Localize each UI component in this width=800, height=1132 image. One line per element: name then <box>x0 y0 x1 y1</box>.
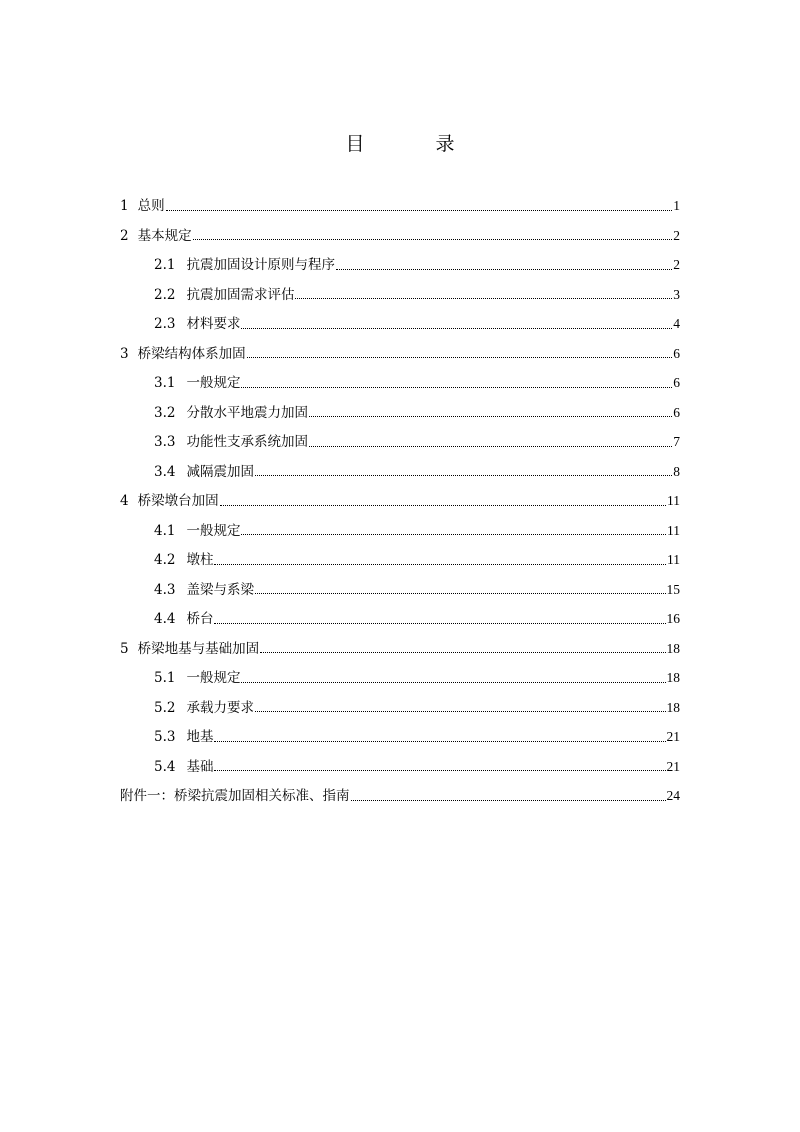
toc-entry-number: 3 <box>120 345 129 362</box>
toc-entry-title: 地基 <box>186 729 214 745</box>
dot-leader <box>220 494 666 508</box>
toc-entry-page: 8 <box>673 463 680 479</box>
dot-leader <box>193 228 673 242</box>
dot-leader <box>241 317 672 331</box>
toc-entry-page: 15 <box>666 581 680 597</box>
toc-entry-number: 5 <box>120 640 129 657</box>
toc-entry-number: 2.2 <box>154 286 176 303</box>
toc-entry[interactable] <box>120 722 680 752</box>
toc-entry-title: 基本规定 <box>137 227 192 244</box>
toc-entry-page: 11 <box>667 493 680 508</box>
toc-entry-number: 3.2 <box>154 404 176 421</box>
toc-entry-title: 一般规定 <box>186 670 241 686</box>
dot-leader <box>214 612 665 626</box>
toc-entry-title: 墩柱 <box>186 552 214 568</box>
dot-leader <box>260 641 665 655</box>
toc-entry-number: 5.1 <box>154 670 176 686</box>
toc-entry-number: 4.3 <box>154 581 176 598</box>
toc-entry-appendix[interactable] <box>120 781 680 811</box>
toc-entry-title: 分散水平地震力加固 <box>186 404 308 421</box>
toc-entry-number: 5.3 <box>154 729 176 745</box>
toc-entry-number: 2.3 <box>154 316 176 332</box>
toc-entry[interactable] <box>120 545 680 575</box>
toc-entry-page: 21 <box>666 758 680 774</box>
toc-entry-number: 5.4 <box>154 758 176 775</box>
toc-entry-page: 18 <box>666 640 680 656</box>
toc-entry[interactable] <box>120 663 680 693</box>
toc-entry[interactable] <box>120 280 680 310</box>
toc-entry[interactable] <box>120 693 680 723</box>
toc-entry[interactable] <box>120 368 680 398</box>
toc-entry[interactable] <box>120 427 680 457</box>
toc-entry[interactable] <box>120 752 680 782</box>
dot-leader <box>166 199 673 213</box>
toc-entry-title: 减隔震加固 <box>186 463 254 480</box>
toc-entry-title: 抗震加固设计原则与程序 <box>186 257 335 273</box>
toc-entry-title: 总则 <box>137 198 165 214</box>
dot-leader <box>247 346 673 360</box>
dot-leader <box>255 582 666 596</box>
dot-leader <box>309 435 672 449</box>
toc-entry-page: 16 <box>666 611 680 626</box>
dot-leader <box>295 287 672 301</box>
dot-leader <box>336 258 672 272</box>
toc-entry-title: 桥梁墩台加固 <box>137 493 219 509</box>
toc-entry-number: 3.3 <box>154 434 176 450</box>
toc-entry-title: 承载力要求 <box>186 699 254 716</box>
toc-entry-title: 桥台 <box>186 611 214 627</box>
toc-entry-page: 3 <box>673 286 680 302</box>
toc-list <box>120 191 680 811</box>
toc-entry-number: 3.1 <box>154 375 176 391</box>
dot-leader <box>309 405 672 419</box>
toc-entry-page: 1 <box>673 198 680 213</box>
toc-entry-number: 4 <box>120 493 129 509</box>
dot-leader <box>241 376 672 390</box>
toc-entry-title: 抗震加固需求评估 <box>186 286 295 303</box>
toc-entry-number: 2 <box>120 227 129 244</box>
toc-title: 目 录 <box>345 133 481 155</box>
toc-entry-page: 6 <box>673 404 680 420</box>
toc-entry-page: 24 <box>666 788 680 803</box>
toc-entry[interactable] <box>120 250 680 280</box>
toc-entry-number: 2.1 <box>154 257 176 273</box>
toc-entry-number: 4.4 <box>154 611 176 627</box>
toc-entry-page: 18 <box>666 699 680 715</box>
toc-entry[interactable] <box>120 339 680 369</box>
toc-entry-page: 11 <box>667 552 680 567</box>
dot-leader <box>214 730 665 744</box>
toc-entry-number: 1 <box>120 198 129 214</box>
toc-entry-page: 2 <box>673 257 680 272</box>
toc-entry[interactable] <box>120 191 680 221</box>
dot-leader <box>241 523 666 537</box>
toc-entry-title: 功能性支承系统加固 <box>186 434 308 450</box>
toc-entry-title: 一般规定 <box>186 522 241 539</box>
toc-entry-page: 6 <box>673 375 680 390</box>
dot-leader <box>255 464 672 478</box>
toc-entry-page: 4 <box>673 316 680 331</box>
toc-entry-page: 11 <box>667 522 680 538</box>
toc-entry-number: 4.1 <box>154 522 176 539</box>
toc-entry-title: 一般规定 <box>186 375 241 391</box>
toc-entry-title: 桥梁地基与基础加固 <box>137 640 260 657</box>
toc-entry-title: 盖梁与系梁 <box>186 581 254 598</box>
toc-entry-page: 18 <box>666 670 680 685</box>
dot-leader <box>214 553 666 567</box>
toc-entry-page: 6 <box>673 345 680 361</box>
toc-entry[interactable] <box>120 634 680 664</box>
toc-entry-page: 7 <box>673 434 680 449</box>
toc-entry-title: 桥梁结构体系加固 <box>137 345 246 362</box>
toc-entry-page: 2 <box>673 227 680 243</box>
dot-leader <box>255 700 666 714</box>
toc-entry[interactable] <box>120 575 680 605</box>
toc-entry-number: 5.2 <box>154 699 176 716</box>
dot-leader <box>214 759 665 773</box>
dot-leader <box>241 671 665 685</box>
toc-entry-title: 材料要求 <box>186 316 241 332</box>
toc-entry[interactable] <box>120 457 680 487</box>
toc-entry[interactable] <box>120 486 680 516</box>
dot-leader <box>351 789 666 803</box>
toc-entry[interactable] <box>120 398 680 428</box>
toc-entry-number: 4.2 <box>154 552 176 568</box>
toc-entry[interactable] <box>120 221 680 251</box>
toc-entry-page: 21 <box>666 729 680 744</box>
toc-entry[interactable] <box>120 516 680 546</box>
toc-entry-title: 基础 <box>186 758 214 775</box>
toc-entry-title: 附件一：桥梁抗震加固相关标准、指南 <box>120 788 350 804</box>
toc-entry[interactable] <box>120 604 680 634</box>
toc-entry[interactable] <box>120 309 680 339</box>
toc-entry-number: 3.4 <box>154 463 176 480</box>
